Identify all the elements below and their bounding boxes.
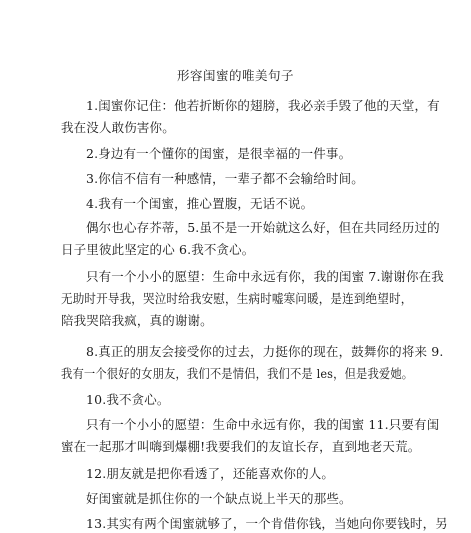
text-line: 4.我有一个闺蜜，推心置腹，无话不说。: [86, 196, 314, 211]
text-line: 12.朋友就是把你看透了，还能喜欢你的人。: [86, 466, 335, 481]
paragraph-1: [61, 95, 438, 139]
paragraph-5: [61, 217, 438, 261]
text-line: 13.其实有两个闺蜜就够了，一个肯借你钱，当她向你要钱时，另: [86, 516, 448, 531]
text-line: 只有一个小小的愿望：生命中永远有你，我的闺蜜 7.谢谢你在我: [86, 269, 444, 284]
paragraph-7: [61, 341, 444, 385]
text-line: 偶尔也心存芥蒂，5.虽不是一开始就这么好，但在共同经历过的: [86, 220, 440, 235]
text-line: 蜜在一起那才叫嗨到爆棚!我要我们的友谊长存，直到地老天荒。: [61, 439, 421, 454]
text-line: 日子里彼此坚定的心 6.我不贪心。: [61, 242, 255, 257]
paragraph-8: [61, 389, 438, 411]
paragraph-4: [61, 193, 438, 215]
paragraph-12: [61, 513, 448, 533]
paragraph-2: [61, 143, 438, 165]
text-line: 3.你信不信有一种感情，一辈子都不会输给时间。: [86, 171, 364, 186]
text-line: 我有一个很好的女朋友，我们不是情侣，我们不是 les，但是我爱她。: [61, 366, 414, 381]
text-line: 陪我哭陪我疯，真的谢谢。: [61, 313, 213, 328]
paragraph-11: [61, 488, 438, 510]
text-line: 无助时开导我，哭泣时给我安慰，生病时嘘寒问暖，是连到绝望时，: [61, 291, 413, 306]
text-line: 1.闺蜜你记住：他若折断你的翅膀，我必亲手毁了他的天堂，有: [86, 98, 440, 113]
text-line: 10.我不贪心。: [86, 392, 170, 407]
text-line: 8.真正的朋友会接受你的过去，力挺你的现在，鼓舞你的将来 9.: [86, 344, 444, 359]
paragraph-3: [61, 168, 438, 190]
paragraph-6: [61, 266, 444, 332]
document-title: 形容闺蜜的唯美句子: [176, 68, 294, 83]
text-line: 好闺蜜就是抓住你的一个缺点说上半天的那些。: [86, 491, 352, 506]
paragraph-9: [61, 414, 438, 458]
text-line: 2.身边有一个懂你的闺蜜，是很幸福的一件事。: [86, 146, 352, 161]
text-line: 只有一个小小的愿望：生命中永远有你，我的闺蜜 11.只要有闺: [86, 417, 440, 432]
paragraph-10: [61, 463, 438, 485]
text-line: 我在没人敢伤害你。: [61, 120, 175, 135]
